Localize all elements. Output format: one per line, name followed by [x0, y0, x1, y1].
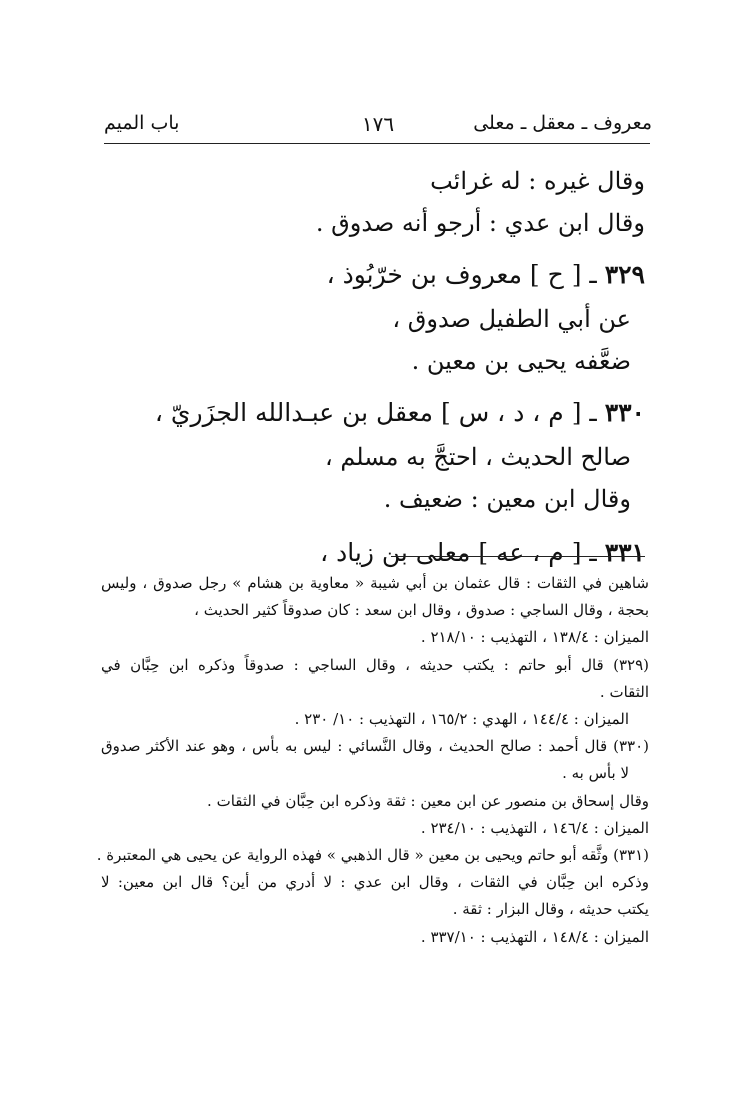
footnote-line: الثقات .	[599, 682, 649, 701]
text-line: وقال ابن معين : ضعيف .	[383, 485, 631, 513]
text-line: صالح الحديث ، احتجَّ به مسلم ،	[324, 443, 631, 471]
footnote-line: الميزان : ١٣٨/٤ ، التهذيب : ٢١٨/١٠ .	[420, 628, 649, 647]
header-left-title: باب الميم	[104, 112, 180, 134]
footnote-line: (٣٢٩) قال أبو حاتم : يكتب حديثه ، وقال الساجي : صدوقاً وذكره ابن حِبَّان في	[101, 655, 649, 674]
footnotes	[96, 570, 649, 951]
entry-329	[125, 252, 645, 382]
entry-number: ٣٣٠	[604, 398, 645, 427]
footnote-line: وذكره ابن حِبَّان في الثقات ، وقال ابن عدي : لا أدري من أين؟ قال ابن معين: لا	[101, 873, 649, 892]
footnote-line: يكتب حديثه ، وقال البزار : ثقة .	[452, 900, 649, 919]
footnote-line: الميزان : ١٤٨/٤ ، التهذيب : ٣٣٧/١٠ .	[420, 927, 649, 946]
running-header	[104, 112, 652, 142]
footnote-line: وقال إسحاق بن منصور عن ابن معين : ثقة وذكره ابن حِبَّان في الثقات .	[207, 791, 649, 810]
entry-head-text: ـ [ ح ] معروف بن خرّبُوذ ،	[326, 260, 597, 289]
footnote-line: بحجة ، وقال الساجي : صدوق ، وقال ابن سعد : كان صدوقاً كثير الحديث ،	[194, 601, 649, 620]
footnote-line: شاهين في الثقات : قال عثمان بن أبي شيبة « معاوية بن هشام » رجل صدوق ، وليس	[101, 574, 649, 592]
main-text	[125, 160, 645, 576]
page-number: ١٧٦	[361, 112, 395, 136]
footnote-line: لا بأس به .	[562, 764, 629, 783]
text-line: وقال غيره : له غرائب	[430, 167, 645, 195]
text-line: ضعَّفه يحيى بن معين .	[411, 347, 631, 375]
entry-number: ٣٣١	[604, 538, 645, 567]
footnote-line: (٣٣١) وثَّقه أبو حاتم ويحيى بن معين « قال الذهبي » فهذه الرواية عن يحيى هي المعتبرة .	[96, 846, 649, 865]
entry-head-text: ـ [ م ، عه ] معلى بن زياد ،	[320, 538, 597, 567]
entry-number: ٣٢٩	[604, 260, 645, 289]
header-rule	[104, 143, 650, 144]
text-line: وقال ابن عدي : أرجو أنه صدوق .	[315, 209, 645, 237]
footnote-line: الميزان : ١٤٤/٤ ، الهدي : ١٦٥/٢ ، التهذيب : ١٠/ ٢٣٠ .	[294, 710, 629, 729]
footnote-rule	[391, 556, 645, 557]
text-line: عن أبي الطفيل صدوق ،	[392, 305, 631, 333]
entry-head-text: ـ [ م ، د ، س ] معقل بن عبـدالله الجزَريّ ،	[154, 398, 597, 427]
footnote-line: (٣٣٠) قال أحمد : صالح الحديث ، وقال النَّسائي : ليس به بأس ، وهو عند الأكثر صدوق	[101, 737, 649, 756]
header-right-title: معروف ـ معقل ـ معلى	[473, 112, 652, 134]
entry-330	[125, 390, 645, 520]
footnote-line: الميزان : ١٤٦/٤ ، التهذيب : ٢٣٤/١٠ .	[420, 818, 649, 837]
